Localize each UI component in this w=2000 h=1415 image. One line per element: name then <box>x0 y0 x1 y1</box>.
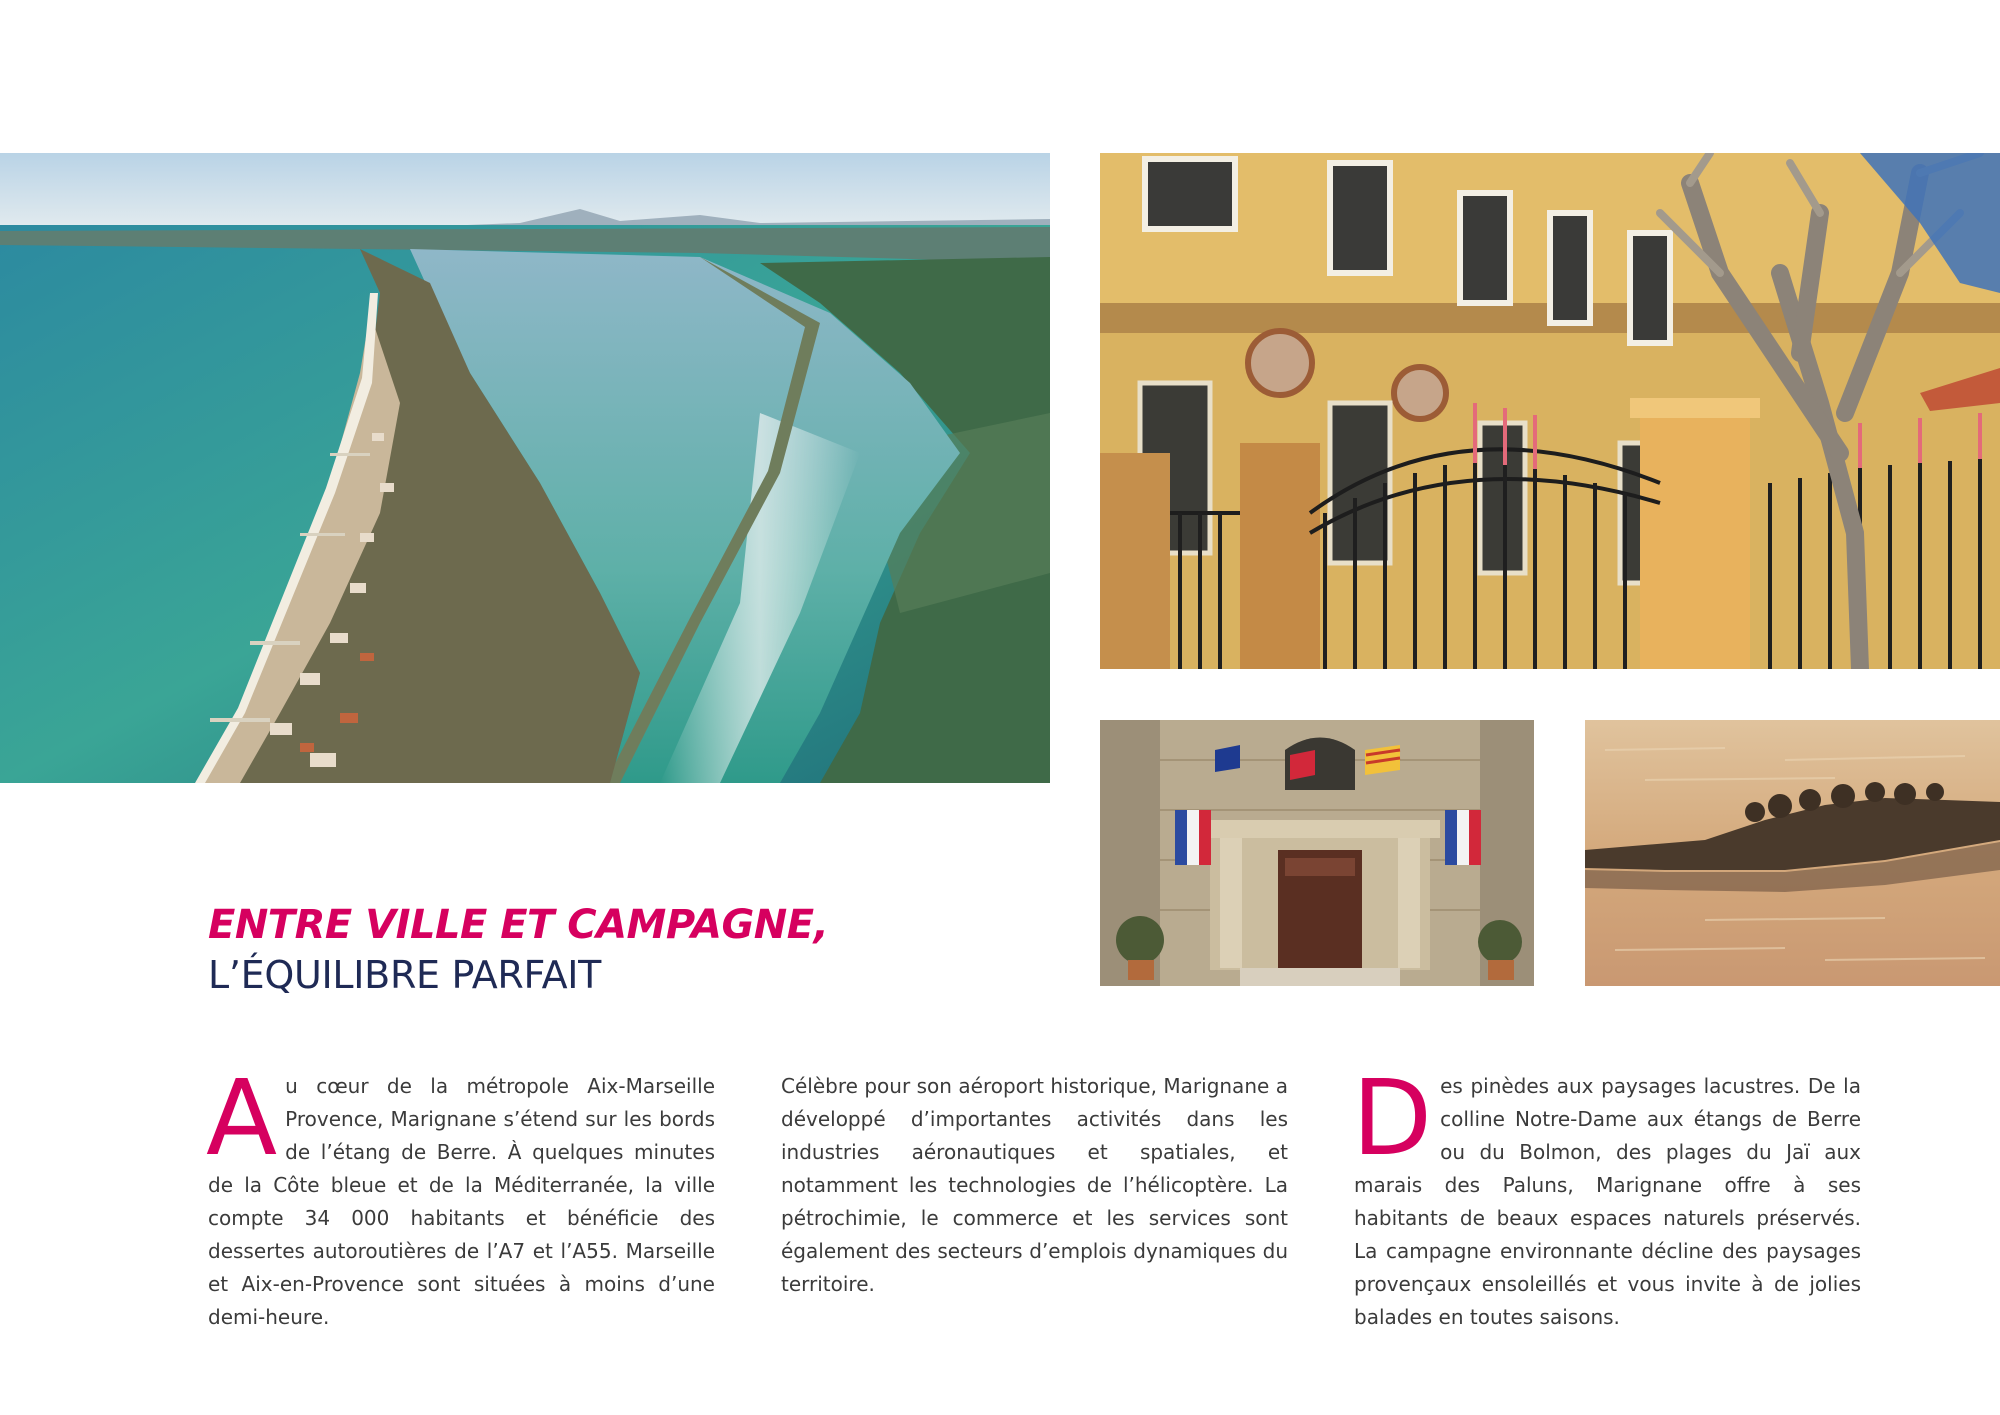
town-hall-photo <box>1100 720 1534 986</box>
dropcap-a: A <box>206 1057 278 1179</box>
body-column-1 <box>206 1057 715 1334</box>
column-3-text: es pinèdes aux paysages lacustres. De la colline Notre-Dame aux étangs de Berre ou du Bolmon, des plages du Jaï aux marais des Paluns, Marignane offre à ses habitants de beaux espaces naturels préservés. La campagne environnante décline des paysages provençaux ensoleillés et vous invite à de jolies balades en toutes saisons. <box>1354 1074 1861 1329</box>
lagoon-sunset-photo <box>1585 720 2000 986</box>
headline-line-2: L’ÉQUILIBRE PARFAIT <box>208 953 602 997</box>
music-school-building-photo <box>1100 153 2000 669</box>
body-column-2 <box>781 1070 1288 1301</box>
dropcap-d: D <box>1352 1057 1433 1179</box>
column-1-text: u cœur de la métropole Aix-Marseille Provence, Marignane s’étend sur les bords de l’étang de Berre. À quelques minutes de la Côte bleue et de la Méditerranée, la ville compte 34 000 habitants et bénéficie des dessertes autoroutières de l’A7 et l’A55. Marseille et Aix-en-Provence sont situées à moins d’une demi-heure. <box>208 1074 715 1329</box>
headline-line-1: ENTRE VILLE ET CAMPAGNE, <box>208 902 829 948</box>
column-2-text: Célèbre pour son aéroport historique, Marignane a développé d’importantes activités dans les industries aéronautiques et spatiales, et notamment les technologies de l’hélicoptère. La pétrochimie, le commerce et les services sont également des secteurs d’emplois dynamiques du territoire. <box>781 1074 1288 1296</box>
aerial-lagoon-photo <box>0 153 1050 783</box>
section-headline <box>208 900 908 1000</box>
body-column-3 <box>1352 1057 1861 1334</box>
